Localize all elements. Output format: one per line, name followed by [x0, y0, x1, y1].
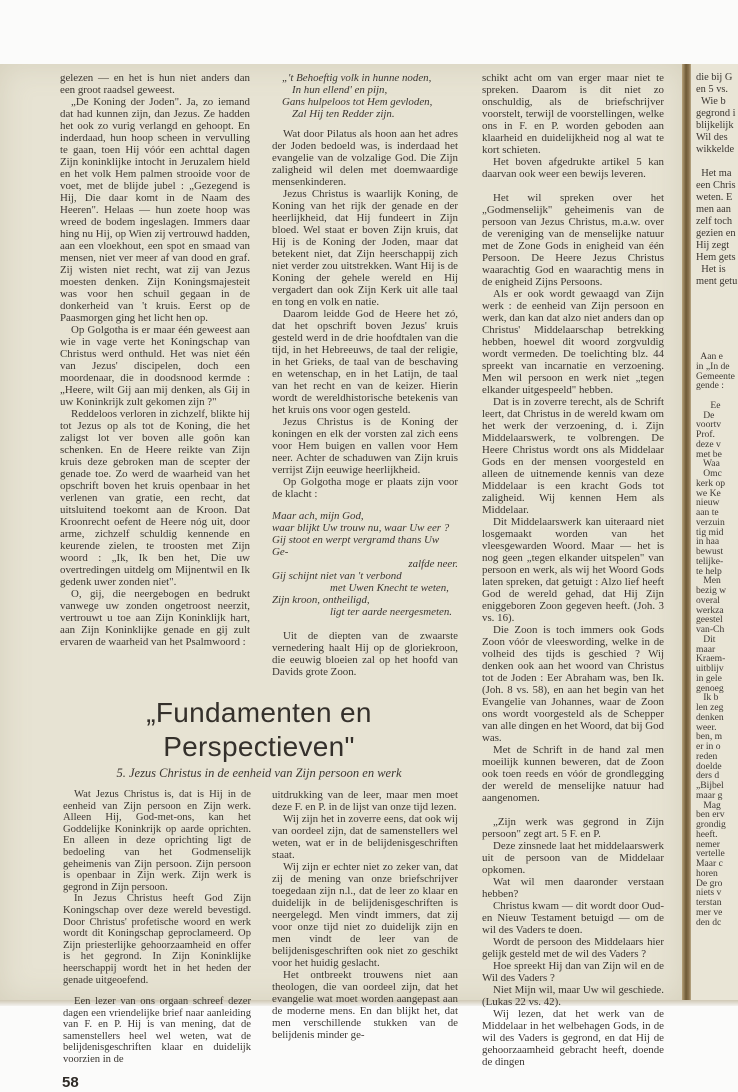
paragraph: Het wil spreken over het „Godmenselijk" geheimenis van de persoon van Jezus Christus, m.a.w. over de vereniging van de menselijke natuur met de Zone Gods in enigheid van één Persoon. De Heere Jezus Christus waarachtig God en waarachtig mens in de enigheid Zijns Persoons. — [482, 192, 664, 288]
paragraph: Op Golgotha is er maar één geweest aan wie in vage verte het Koningschap van Christus werd onthuld. Het was niet één van Jezus' discipelen, doch een moordenaar, die in doodsnood kermde : „Heere, wilt Gij aan mij denken, als Gij in uw Koninkrijk zult gekomen zijn ?" — [60, 324, 250, 408]
text-fragment-line: die bij G — [696, 72, 733, 83]
text-fragment-line: gende : — [696, 381, 724, 391]
paragraph: Wij lezen, dat het werk van de Middelaar in het welbehagen Gods, in de wil des Vaders is gegrond, en dat Hij de gehoorzaamheid gebracht heeft, doende de dingen — [482, 1008, 664, 1068]
text-fragment-line: nemer — [696, 839, 720, 850]
text-fragment-line: doelde — [696, 761, 722, 772]
text-fragment-line: gezien en — [696, 228, 736, 239]
text-fragment-line — [696, 391, 738, 401]
text-fragment-line: deze v — [696, 439, 721, 450]
paragraph: Wat Jezus Christus is, dat is Hij in de eenheid van Zijn persoon en Zijn werk. Alleen Hij, God-met-ons, kan het Goddelijke Koninkrijk op aarde oprichten. En alleen in deze oprichting ligt de bedoeling van het Godmenselijk geheimenis van Zijn persoon. Zijn persoon is openbaar in Zijn werk. Zijn werk is gegrond in Zijn persoon. — [63, 789, 251, 893]
text-fragment-line: Het is — [696, 264, 726, 275]
verse-line: ligt ter aarde neergesmeten. — [330, 606, 452, 618]
verse-line: waar blijkt Uw trouw nu, waar Uw eer ? — [272, 522, 450, 534]
text-fragment-line: ders d — [696, 771, 720, 781]
paragraph: Die Zoon is toch immers ook Gods Zoon vóór de vleeswording, welke in de volheid des tijds is geschied ? Wij denken ook aan het woord van Christus tot de Joden : Eer Abraham was, ben Ik. (Joh. 8 vs. 58), en aan het begin van het Evangelie van Johannes, waar de Zoon ons wordt voorgesteld als de Schepper van alle dingen en het Woord, dat bij God was. — [482, 624, 664, 744]
paragraph: Christus kwam — dit wordt door Oud- en Nieuw Testament betuigd — om de wil des Vaders te doen. — [482, 900, 664, 936]
text-fragment-line: „Bijbel — [696, 781, 724, 791]
text-fragment-line: niets v — [696, 888, 722, 898]
verse-line: „'t Behoeftig volk in hunne noden, — [282, 72, 432, 84]
paragraph: Met de Schrift in de hand zal men moeilijk kunnen beweren, dat de Zoon ook toen reeds en vóór de grondlegging der wereld de menselijke natuur had aangenomen. — [482, 744, 664, 804]
text-fragment-line: Maar c — [696, 859, 723, 869]
text-fragment-line: overal — [696, 595, 720, 606]
paragraph: Jezus Christus is waarlijk Koning, de Koning van het rijk der genade en der heerlijkheid, dat Hij fundeert in Zijn bloed. Wel staat er boven Zijn kruis, dat Hij is de Koning der Joden, maar dat betekent niet, dat Zijn heerschappij zich niet verder zou uitstrekken. Want Hij is de Koning der gehele wereld en Hij vergadert dan ook Zijn Kerk uit alle taal en tong en volk en natie. — [272, 188, 458, 308]
text-fragment-line: telijke- — [696, 556, 724, 567]
article-subtitle: 5. Jezus Christus in de eenheid van Zijn persoon en werk — [116, 766, 402, 780]
verse-line: Maar ach, mijn God, — [272, 510, 364, 522]
text-fragment-line: De — [696, 410, 715, 421]
text-fragment-line: blijkelijk — [696, 120, 734, 131]
text-fragment-line: Ee — [696, 400, 721, 411]
text-fragment-line: Gemeente — [696, 371, 735, 382]
text-fragment-line: Men — [696, 576, 721, 586]
text-fragment-line: in gele — [696, 673, 722, 684]
paragraph: uitdrukking van de leer, maar men moet deze F. en P. in de lijst van onze tijd lezen. — [272, 789, 458, 813]
text-fragment-line: reden — [696, 751, 718, 762]
paragraph: Daarom leidde God de Heere het zó, dat het opschrift boven Jezus' kruis gesteld werd in de drie hoofdtalen van die tijd, in het Hebreeuws, de taal der religie, in het Grieks, de taal van de beschaving en wetenschap, en in het Latijn, de taal van het recht en van de keizer. Hierin wordt de wereldhistorische betekenis van het kruis ons voor ogen gesteld. — [272, 308, 458, 416]
paragraph: Wat door Pilatus als hoon aan het adres der Joden bedoeld was, is inderdaad het evangelie van de volzalige God. Die Zijn zaligheid wil delen met doemwaardige mensenkinderen. — [272, 128, 458, 188]
verse-line: Gij schijnt niet van 't verbond — [272, 570, 402, 582]
text-fragment-line: Aan e — [696, 352, 723, 362]
verse-line: Gans hulpeloos tot Hem gevloden, — [282, 96, 433, 108]
paragraph: gelezen — en het is hun niet anders dan een groot raadsel geweest. — [60, 72, 250, 96]
text-fragment-line: voortv — [696, 420, 722, 430]
top-columns — [60, 72, 458, 678]
text-fragment-line: len zeg — [696, 703, 724, 713]
text-fragment-line: grondig — [696, 820, 726, 830]
text-fragment-line: ment getu — [696, 276, 738, 287]
text-fragment-line: vertelle — [696, 849, 725, 859]
paragraph: O, gij, die neergebogen en bedrukt vanwege uw zonden ongetroost neerzit, vertrouwt u toe aan Zijn Koninklijk hart, aan Zijn Koninklijke genade en gij zult ervaren de waarheid van het Psalmwoord : — [60, 588, 250, 648]
text-fragment-line: Het ma — [696, 168, 732, 179]
column-right — [482, 72, 664, 1068]
text-fragment-line: van-Ch — [696, 625, 725, 635]
verse-line: Zal Hij ten Redder zijn. — [292, 108, 395, 120]
text-fragment-line: Hem gets — [696, 252, 736, 263]
verse-line: In hun ellend' en pijn, — [292, 84, 388, 96]
verse-line: Zijn kroon, ontheiligd, — [272, 594, 370, 606]
next-page-text-top — [696, 72, 738, 288]
text-fragment-line: Waa — [696, 459, 720, 469]
paragraph: schikt acht om van erger maar niet te spreken. Daarom is dit niet zo onschuldig, als de briefschrijver voorstelt, terwijl de voorstellingen, welke ons in F. en P. worden geboden aan klaarheid en duidelijkheid nog al wat te kort schieten. — [482, 72, 664, 156]
paragraph: Reddeloos verloren in zichzelf, blikte hij tot Jezus op als tot de Koning, die het zaligst lot ver boven alle goôn kan schenken. En de Heere reikte van Zijn kruis deze gebroken man de scepter der genade toe. Zo werd de waarheid van het opschrift boven het kruis openbaar in het verlenen van gratie, een recht, dat uitsluitend toekomt aan de Kroon. Dat Kroonrecht oefent de Heere nóg uit, door arme, zichzelf schuldig kennende en keurende zielen, te troosten met Zijn woord : „Ik, Ik ben het, Die uw overtredingen uitdelg om Mijnentwil en Ik gedenk uwer zonden niet". — [60, 408, 250, 588]
page-number: 58 — [62, 1073, 79, 1091]
text-fragment-line: Kraem- — [696, 654, 726, 664]
text-fragment-line: bewust — [696, 547, 724, 557]
paragraph: Uit de diepten van de zwaarste vernedering haalt Hij op de gloriekroon, die eeuwig bloeien zal op het hoofd van Davids grote Zoon. — [272, 630, 458, 678]
text-fragment-line: tig mid — [696, 527, 724, 538]
text-fragment-line: er in o — [696, 742, 721, 752]
text-fragment-line: te help — [696, 566, 722, 577]
text-fragment-line: Mag — [696, 800, 721, 811]
text-fragment-line: men aan — [696, 204, 731, 215]
text-fragment-line: ben erv — [696, 810, 725, 820]
text-fragment-line: denken — [696, 712, 724, 723]
text-fragment-line: mer ve — [696, 907, 723, 918]
text-fragment-line: heeft. — [696, 829, 718, 840]
paragraph: „Zijn werk was gegrond in Zijn persoon" zegt art. 5 F. en P. — [482, 816, 664, 840]
text-fragment-line: Ik b — [696, 693, 719, 703]
paragraph: Hoe spreekt Hij dan van Zijn wil en de Wil des Vaders ? — [482, 960, 664, 984]
paragraph: Wij zijn er echter niet zo zeker van, dat zij de mening van onze briefschrijver toegedaan zijn n.l., dat de leer zo klaar en duidelijk in de belijdenisgeschriften is neergelegd. Men vindt immers, dat zij voor onze tijd niet zo duidelijk zijn en men vindt de leer van de belijdenisgeschriften ook niet zo geschikt voor het huidig geslacht. — [272, 861, 458, 969]
paragraph: Jezus Christus is de Koning der koningen en elk der vorsten zal zich eens voor Hem buigen en vallen voor Hem neer. Achter de schaduwen van Zijn kruis verrijst Zijn eeuwige heerlijkheid. — [272, 416, 458, 476]
paragraph: Het ontbreekt trouwens niet aan theologen, die van oordeel zijn, dat het evangelie wat moet worden aangepast aan de moderne mens. En dan blijkt het, dat men verschillende stukken van de belijdenis minder ge- — [272, 969, 458, 1041]
text-fragment-line: Dit — [696, 634, 716, 645]
text-fragment-line: maar — [696, 644, 716, 655]
text-fragment-line: Wie b — [696, 96, 726, 107]
text-fragment-line: een Chris — [696, 180, 736, 191]
paragraph: Dat is in zoverre terecht, als de Schrift leert, dat Christus in de wereld kwam om het werk der verzoening, d. i. Zijn Middelaarswerk, te volbrengen. De Heere Christus wordt ons als Middelaar Gods en der mensen voorgesteld en alleen de uitnemende kennis van deze Middelaar is een kracht Gods tot zaligheid. Wij kennen Hem als Middelaar. — [482, 396, 664, 516]
text-fragment-line: in „In de — [696, 361, 730, 372]
text-fragment-line: aan te — [696, 508, 719, 518]
next-page-text-bottom — [696, 352, 738, 927]
text-fragment-line: verzuin — [696, 517, 725, 528]
text-fragment-line: terstan — [696, 898, 722, 908]
text-fragment-line: nieuw — [696, 498, 720, 508]
paragraph: Deze zinsnede laat het middelaarswerk uit de persoon van de Middelaar opkomen. — [482, 840, 664, 876]
column-middle-bottom — [272, 789, 458, 1041]
text-fragment-line: uitblijv — [696, 664, 724, 674]
text-fragment-line: met be — [696, 449, 722, 460]
bottom-columns — [60, 789, 458, 1066]
text-fragment-line: Omc — [696, 469, 722, 479]
verse-line: met Uwen Knecht te weten, — [330, 582, 449, 594]
paragraph: „De Koning der Joden". Ja, zo iemand dat had kunnen zijn, dan Jezus. Ze hadden het ook zo vurig verlangd en gehoopt. En inderdaad, hun hoop scheen in vervulling te gaan, toen Hij vóór een achttal dagen Zijn koninklijke intocht in Jeruzalem hield en het volk Hem palmen strooide voor de voet, met de blijde jubel : „Gezegend is Hij, Die daar komt in de Naam des Heeren". Helaas — hun zoete hoop was wreed de bodem ingeslagen. Immers daar hing nu Hij, op Wien zij vertrouwd hadden, aan een vloekhout, een spot en smaad van mensen, niet ver meer af van dood en graf. Zij wisten niet recht, wat zij van Jezus moesten denken. Zijn Koningsmajesteit was voor hen schuil gegaan in de donkerheid van 't kruis. Eerst op de Paasmorgen ging het licht hen op. — [60, 96, 250, 324]
text-fragment-line: en 5 vs. — [696, 84, 729, 95]
paragraph: Wat wil men daaronder verstaan hebben? — [482, 876, 664, 900]
paragraph: Niet Mijn wil, maar Uw wil geschiede. (Lukas 22 vs. 42). — [482, 984, 664, 1008]
text-fragment-line: kerk op — [696, 478, 726, 489]
paragraph: Dit Middelaarswerk kan uiteraard niet losgemaakt worden van het vleesgewarden Woord. Maar — het is nog geen „tegen elkander uitspelen" van persoon en werk, als wij het Woord Gods laten spreken, dat getuigt : Alzo lief heeft God de wereld gehad, dat Hij Zijn eniggeboren Zoon gegeven heeft. (Joh. 3 vs. 16). — [482, 516, 664, 624]
text-fragment-line: gegrond i — [696, 108, 736, 119]
text-fragment-line: Wil des — [696, 132, 728, 143]
verse-line: Gij stoot en werpt vergramd thans Uw Ge- — [272, 534, 440, 558]
text-fragment-line: geestel — [696, 615, 723, 625]
paragraph: Een lezer van ons orgaan schreef dezer dagen een vriendelijke brief naar aanleiding van F. en P. Hij is van mening, dat de samenstellers heel wel weten, wat de belijdenisgeschriften klaar en duidelijk voorzien in de — [63, 996, 251, 1066]
paragraph: Het boven afgedrukte artikel 5 kan daarvan ook weer een bewijs leveren. — [482, 156, 664, 180]
article-title: „Fundamenten en Perspectieven" — [146, 697, 372, 762]
verse-line: zalfde neer. — [408, 558, 458, 570]
paragraph: Wij zijn het in zoverre eens, dat ook wij van oordeel zijn, dat de samenstellers wel weten, wat er in de belijdenisgeschriften staat. — [272, 813, 458, 861]
text-fragment-line: wikkelde — [696, 144, 735, 155]
column-left-top — [60, 72, 250, 648]
text-fragment-line: werkza — [696, 605, 724, 616]
text-fragment-line: genoeg — [696, 683, 724, 694]
text-fragment-line: maar g — [696, 790, 723, 801]
text-fragment-line: Hij zegt — [696, 240, 730, 251]
column-middle-top — [272, 72, 458, 678]
text-fragment-line: De gro — [696, 878, 723, 889]
text-fragment-line: weer. — [696, 722, 717, 733]
text-fragment-line: den dc — [696, 917, 722, 928]
paragraph: Op Golgotha moge er plaats zijn voor de klacht : — [272, 476, 458, 500]
text-fragment-line: bezig w — [696, 586, 727, 596]
text-fragment-line: weten. E — [696, 192, 733, 203]
left-article-block — [60, 72, 458, 1092]
text-fragment-line — [696, 156, 738, 168]
text-fragment-line: horen — [696, 868, 718, 879]
paragraph: Wordt de persoon des Middelaars hier gelijk gesteld met de wil des Vaders ? — [482, 936, 664, 960]
text-fragment-line: zelf toch — [696, 216, 733, 227]
text-fragment-line: we Ke — [696, 488, 721, 499]
text-fragment-line: in haa — [696, 537, 720, 547]
column-left-bottom — [63, 789, 251, 1066]
text-fragment-line: Prof. — [696, 430, 715, 440]
text-fragment-line: ben, m — [696, 732, 723, 742]
paragraph: Als er ook wordt gewaagd van Zijn werk : de eenheid van Zijn persoon en werk, dan kan dat alzo niet anders dan op Christus' Middelaarschap betrekking hebben, hoewel dit woord zorgvuldig wordt vermeden. De toelichting blz. 44 spreekt van incarnatie en verzoening. Men wil persoon en werk niet „tegen elkander uitgespeeld" hebben. — [482, 288, 664, 396]
paragraph: In Jezus Christus heeft God Zijn Koningschap over deze wereld bevestigd. Door Christus' profetische woord en werk wordt dit Koningschap geproclameerd. Op Zijn priesterlijke gehoorzaamheid en offer is het gegrond. In Zijn Koninklijke heerschappij wordt het in het heden der genade uitgeoefend. — [63, 893, 251, 986]
